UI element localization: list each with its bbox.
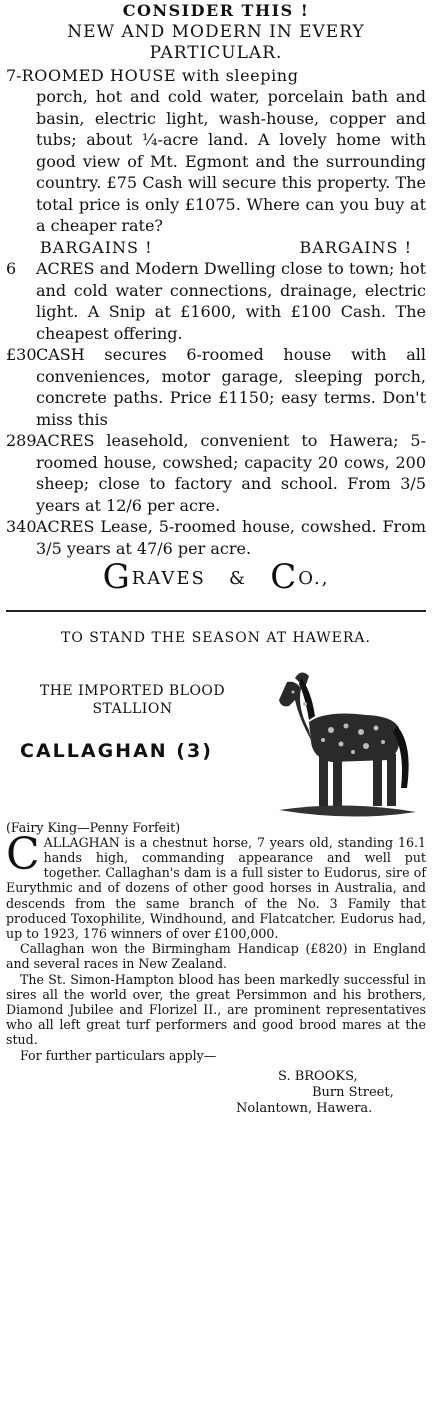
listing-lead: 6 (6, 259, 17, 278)
contact-signature (6, 1069, 426, 1117)
imported-heading (20, 682, 245, 718)
contact-town: Nolantown, Hawera. (236, 1100, 373, 1116)
drop-cap: C (6, 828, 40, 880)
description-text: ALLAGHAN is a chestnut horse, 7 years old, standing 16.1 hands high, commanding appearance and well put together. Callaghan's dam is a full sister to Eudorus, sire of Eurythmic and of dozens of other good horses in Australia, and descends from the same branch of the No. 3 Family that produced Toxophilite, Windhound, and Flatcatcher. Eudorus had, up to 1923, 176 winners of over £100,000. (6, 834, 426, 941)
listing-item (6, 430, 426, 516)
contact-prompt: For further particulars apply— (20, 1047, 217, 1063)
stand-heading: TO STAND THE SEASON AT HAWERA. (61, 629, 371, 646)
listing-item (6, 344, 426, 430)
firm-suffix: O., (298, 568, 330, 589)
listing-text: porch, hot and cold water, porcelain bath and basin, electric light, wash-house, copper and tubs; about ¼-acre land. A lovely home with good view of Mt. Egmont and the surrounding country. £75 Cash will secure this property. The total price is only £1075. Where can you buy at a cheaper rate? (36, 87, 426, 235)
ad-heading: CONSIDER THIS ! (122, 1, 310, 20)
house-listing (6, 65, 426, 237)
imported-line2: STALLION (92, 700, 173, 717)
bargains-heading (6, 237, 426, 259)
listing-lead: 340 (6, 517, 37, 536)
bloodline-note: The St. Simon-Hampton blood has been markedly successful in sires all the world over, the great Persimmon and his brothers, Diamond Jubilee and Florizel II., are prominent representatives who all left great turf performers and good brood mares at the stud. (6, 971, 426, 1048)
horse-illustration-icon (271, 660, 421, 825)
contact-name: S. BROOKS, (278, 1068, 358, 1084)
stallion-pedigree: (Fairy King—Penny Forfeit) (6, 819, 181, 835)
listing-lead: 7- (6, 65, 22, 85)
stallion-advertisement (6, 630, 426, 1117)
race-record: Callaghan won the Birmingham Handicap (£820) in England and several races in New Zealand. (6, 941, 426, 972)
listing-text: ACRES leasehold, convenient to Hawera; 5-roomed house, cowshed; capacity 20 cows, 200 sheep; close to factory and school. From 3/5 years at 12/6 per acre. (36, 431, 426, 515)
firm-name-rest: RAVES (131, 568, 206, 589)
firm-initial-g: G (102, 557, 132, 597)
listing-item (6, 516, 426, 559)
stallion-header (6, 680, 426, 820)
listing-text: CASH secures 6-roomed house with all conveniences, motor garage, sleeping porch, concrete paths. Price £1150; easy terms. Don't miss this (36, 345, 426, 429)
firm-initial-c: C (270, 557, 299, 597)
firm-ampersand: & (229, 568, 248, 589)
bargains-right: BARGAINS ! (299, 237, 412, 257)
listing-text: ACRES Lease, 5-roomed house, cowshed. From 3/5 years at 47/6 per acre. (36, 517, 426, 558)
contact-street: Burn Street, (312, 1084, 394, 1100)
real-estate-advertisement (6, 0, 426, 597)
ad-subheading-line1: NEW AND MODERN IN EVERY (67, 21, 365, 42)
listing-text: ACRES and Modern Dwelling close to town; hot and cold water connections, drainage, electric light. A Snip at £1600, with £100 Cash. The cheapest offering. (36, 259, 426, 343)
section-divider (6, 610, 426, 612)
listing-lead: £30 (6, 345, 37, 364)
stallion-description (6, 828, 426, 941)
firm-signature (6, 557, 426, 597)
bargains-left: BARGAINS ! (40, 237, 153, 257)
imported-line1: THE IMPORTED BLOOD (39, 682, 226, 699)
listing-item (6, 258, 426, 344)
ad-subheading-line2: PARTICULAR. (149, 43, 283, 63)
stallion-name: CALLAGHAN (3) (20, 739, 213, 762)
listing-first-line: ROOMED HOUSE with sleeping (21, 65, 299, 85)
listing-lead: 289 (6, 431, 37, 450)
